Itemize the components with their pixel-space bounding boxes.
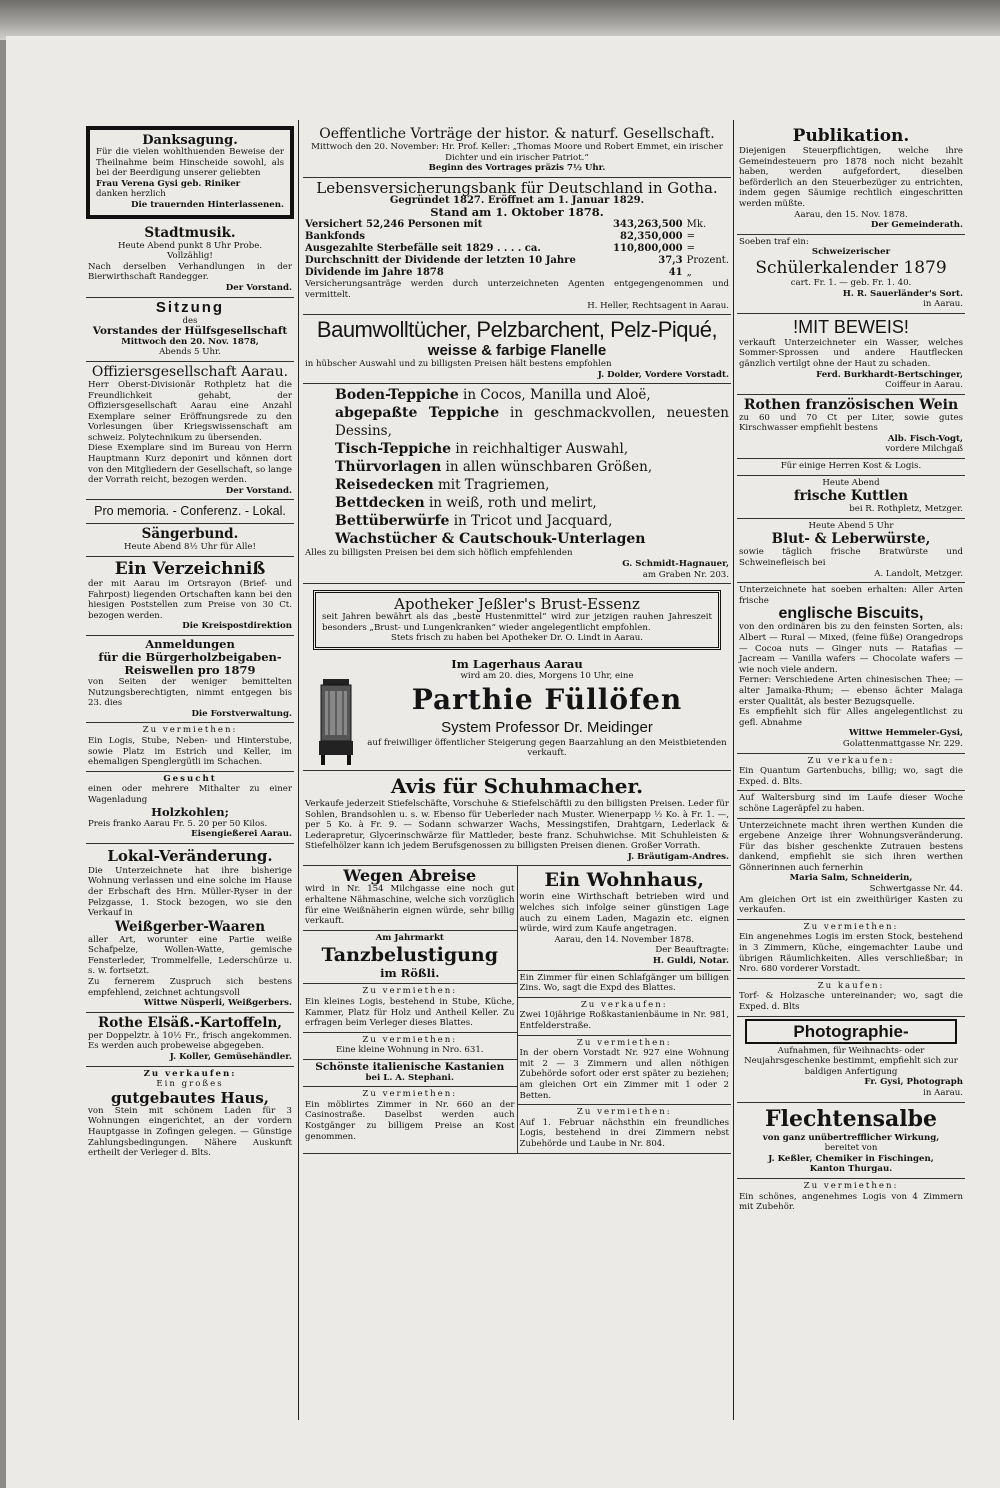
ad-signature: Wittwe Nüsperli, Weißgerbers. [143,998,292,1009]
ad-body: von Stein mit schönem Laden für 3 Wohnungen eingerichtet, an der vordern Hauptgasse in Zofingen gelegen. — Günstige Zahlungsbedingungen. Nähere Auskunft ertheilt der Verleger d. Blts. [88,1105,292,1159]
ad-line: Unterzeichnete hat soeben erhalten: Aller Arten frische [739,585,963,606]
two-column-block [303,866,731,1153]
product-detail: in geschmackvollen, neuesten Dessins, [335,405,730,440]
bank-row-value: 41 [668,267,683,279]
product-detail: in allen wünschbaren Größen, [441,459,653,476]
bank-row [305,231,729,243]
ad-body: In der obern Vorstadt Nr. 927 eine Wohnung mit 2 — 3 Zimmern und allen nöthigen Zubehörde sofort oder erst später zu beziehen; am gleichen Ort ein Zimmer mit 1 oder 2 Betten. [519,1048,729,1101]
ad-subtitle: für die Bürgerholzbeigaben-Reiswellen pro 1879 [98,650,282,677]
ad-place: in Aarau. [923,299,963,310]
ad-body: Ein Logis, Stube, Neben- und Hinterstube, sowie Platz im Estrich und Keller, im ehemaligen Spenglergütli im Schachen. [88,735,292,768]
ad-address: am Graben Nr. 203. [642,569,729,580]
ad-line: Heute Abend 8½ Uhr für Alle! [124,542,256,553]
bank-row [305,219,729,231]
ad-title: Offiziersgesellschaft Aarau. [91,363,289,380]
ad-title: Sängerbund. [141,526,239,543]
subcolumn-right [518,866,732,1152]
product-item [305,386,729,404]
ad-danksagung [86,126,294,219]
ad-body: per Doppelztr. à 10½ Fr., frisch angekommen. Es werden auch probeweise abgegeben. [88,1030,292,1052]
bank-row-unit: Prozent. [686,255,729,267]
ad-text: danken herzlich [96,189,166,200]
ad-title: Stadtmusik. [144,224,236,241]
ad-title: Zu vermiethen: [803,1180,899,1191]
ad-signature: Fr. Gysi, Photograph [864,1077,963,1088]
ad-title: Zu verkaufen: [143,1068,237,1079]
ad-body: Preis franko Aarau Fr. 5. 20 per 50 Kilos. [88,818,268,829]
ad-rosskastanien [518,998,732,1036]
bank-row-label: Versichert 52,246 Personen mit [305,219,483,231]
bank-row-unit: „ [686,267,692,279]
ad-line: Nach derselben Verhandlungen in der Bierwirthschaft Randegger. [88,261,292,283]
ad-title: Zu verkaufen: [580,999,668,1010]
ad-title: Danksagung. [142,133,238,148]
ad-subtitle: im Rößli. [380,966,440,981]
ad-sitzung [86,298,294,362]
ad-brust-essenz [313,590,721,650]
ad-body: Aufnahmen, für Weihnachts- oder Neujahrsgeschenke bestimmt, empfiehlt sich zur baldigen Anfertigung [744,1045,958,1077]
ad-body: Diese Exemplare sind im Bureau von Herrn Hauptmann Kurz deponirt und können dort von den Mitgliedern der Gesellschaft, so lange der Vorrath reicht, bezogen werden. [88,443,292,486]
ad-signature: H. Guldi, Notar. [652,956,729,967]
ad-body: Ferner: Verschiedene Arten chinesischen Thee; — alter Jamaika-Rhum; — ebenso ächter Malaga erster Qualität, als bester Bezugsquelle. [739,675,963,707]
ad-title: Publikation. [792,126,910,146]
column-middle [303,124,731,1154]
bank-row [305,243,729,255]
ad-body: Herr Oberst-Divisionär Rothpletz hat die Freundlichkeit gehabt, der Offiziersgesellschaft Aarau eine Anzahl Exemplare seiner Eröffnungsrede zu den Vorlesungen über Kriegswissenschaft am schweiz. Polytechnikum zu übersenden. [88,379,292,443]
ad-name: Frau Verena Gysi geb. Riniker [96,178,241,189]
ad-title: Zu vermiethen: [576,1107,672,1118]
product-detail: in Tricot und Jacquard, [449,513,613,530]
ad-saengerbund [86,524,294,557]
product-list [305,386,729,548]
ad-signature: bei L. A. Stephani. [365,1072,454,1083]
ad-wein [737,395,965,459]
ad-stadtmusik [86,223,294,298]
ad-signature: Der Vorstand. [225,282,292,293]
ad-title: Schönste italienische Kastanien [315,1061,505,1073]
product-item [305,476,729,494]
bank-row [305,267,729,279]
ad-haus [86,1067,294,1162]
product-detail: mit Tragriemen, [433,477,550,494]
ad-publikation [737,124,965,235]
ad-signature: Alb. Fisch-Vogt, [887,433,963,444]
ad-tanz [303,931,517,985]
ad-vermiethen [303,1033,517,1060]
ad-line: Mittwoch den 20. November: Hr. Prof. Keller: „Thomas Moore und Robert Emmet, ein irischer Dichter und ein irischer Patriot.“ [311,142,723,163]
product-item [305,404,729,440]
ad-body: Verkaufe jederzeit Stiefelschäfte, Vorschuhe & Stiefelschäftli zu den billigsten Preisen. Leder für Sohlen, Brandsohlen u. s. w. Ebenso für Ueberleder nach Muster. Wienerpapp ½ Ko. à Fr. 1. —, per 5 Ko. à Fr. 9. — Sodann schwarzer Wachs, Messingstifen, Drahtgarn, Lederlack & Lederapretur, Glycerinschwärze für Mattleder, beste franz. Schuhwichse. Mit Schuhleisten & Stiefelhölzer kann ich jedem Berufsgenossen zu billigsten Preisen dienen. Großer Vorrath. [305,798,729,852]
bank-row-value: 343,263,500 [613,219,683,231]
ad-mit-beweis [737,314,965,395]
ad-title: Blut- & Leberwürste, [771,531,931,548]
ad-promemoria: Pro memoria. - Conferenz. - Lokal. [86,500,294,524]
ad-vermiethen [737,920,965,979]
ad-body: Unterzeichnete macht ihren werthen Kunden die ergebene Anzeige ihrer Wohnungsveränderung. Für das bisher geschenkte Zutrauen bestens dankend, empfiehlt sie sich ihren werthen Gönnerinnen auch fernerhin [739,820,963,873]
ad-body: Ein angenehmes Logis im ersten Stock, bestehend in 3 Zimmern, Küche, eingemachter Laube und übrigen Räumlichkeiten. Alles verschließbar; in Nro. 680 vorderer Vorstadt. [739,932,963,975]
ad-title: Zu vermiethen: [362,1089,458,1100]
ad-signature: Wittwe Hemmeler-Gysi, [848,728,963,739]
product-name: Bettüberwürfe [335,513,450,530]
ad-wohnhaus [518,866,732,970]
stove-illustration [315,675,357,767]
ad-vermiethen [86,723,294,771]
ad-item: Weißgerber-Waaren [114,918,266,935]
ad-vermiethen [737,1179,965,1216]
ad-signature: Der Vorstand. [225,485,292,496]
bank-row-value: 37,3 [658,255,683,267]
product-detail: in weiß, roth und melirt, [424,495,597,512]
product-item [305,458,729,476]
ad-line: Soeben traf ein: [739,236,809,247]
ad-title: Avis für Schuhmacher. [390,773,644,798]
ad-body: Zu fernerem Zuspruch sich bestens empfehlend, zeichnet achtungsvoll [88,977,292,998]
product-detail: in reichhaltiger Auswahl, [451,441,629,458]
bank-row-label: Ausgezahlte Sterbefälle seit 1829 . . . . ca. [305,243,541,255]
ad-role: Der Beauftragte: [655,945,729,956]
ad-body: in hübscher Auswahl und zu billigsten Preisen hält bestens empfohlen [305,359,612,370]
bank-row-label: Dividende im Jahre 1878 [305,267,444,279]
ad-body: Ein Quantum Gartenbuchs, billig; wo, sagt die Exped. d. Blts. [739,766,963,787]
product-name: Wachstücher & Cautschouk-Unterlagen [335,531,646,548]
ad-kost-logis: Für einige Herren Kost & Logis. [737,459,965,476]
ad-title: Zu vermiethen: [362,1034,458,1045]
ad-lageraepfel: Auf Waltersburg sind im Laufe dieser Woche schöne Lageräpfel zu haben. [737,791,965,818]
ad-signature: A. Landolt, Metzger. [874,568,963,579]
ad-body: Für die vielen wohlthuenden Beweise der Theilnahme beim Hinscheide sowohl, als bei der Beerdigung unserer geliebten [96,147,284,179]
ad-signature: J. Bräutigam-Andres. [627,851,729,862]
subcolumn-left [303,866,518,1152]
ad-signature: Ferd. Burkhardt-Bertschinger, [816,369,963,380]
ad-line: wird am 20. dies, Morgens 10 Uhr, eine [460,670,634,681]
ad-body: Es empfiehlt sich für Alles angelegentlichst zu gefl. Abnahme [739,707,963,728]
column-left [86,124,294,1162]
ad-title: Anmeldungen [145,637,235,651]
ad-title: Zu vermiethen: [142,725,238,736]
ad-title: frische Kuttlen [793,488,909,505]
ad-title: Tanzbelustigung [321,944,499,967]
ad-title: Zu verkaufen: [807,755,895,766]
ad-body: worin eine Wirthschaft betrieben wird und welches sich infolge seiner günstigen Lage auch zu einem Laden, Magazin etc. eignen würde, wird zum Kaufe angetragen. [519,892,729,935]
ad-title: Gesucht [163,773,217,784]
ad-schuhmacher [303,771,731,867]
ad-signature: J. Dolder, Vordere Vorstadt. [597,369,729,380]
ad-signature: Die Kreispostdirektion [182,621,292,632]
ad-title: Baumwolltücher, Pelzbarchent, Pelz-Piqué, [316,317,718,343]
ad-teppiche [303,384,731,584]
ad-body: zu 60 und 70 Ct per Liter, sowie gutes Kirschwasser empfiehlt bestens [739,412,963,434]
ad-line: Beginn des Vortrages präzis 7½ Uhr. [428,163,606,174]
ad-signature: H. R. Sauerländer's Sort. [842,288,963,299]
product-name: Tisch-Teppiche [335,441,452,458]
ad-vermiethen [518,1036,732,1106]
ad-item: Holzkohlen; [151,804,229,819]
bank-table [305,219,729,279]
ad-kartoffeln [86,1013,294,1067]
ad-body: auf freiwilliger öffentlicher Steigerung gegen Baarzahlung an den Meistbietenden verkauft. [367,737,727,759]
ad-signature: J. Koller, Gemüsehändler. [169,1052,292,1063]
ad-verzeichniss [86,557,294,636]
ad-schuelerkalender [737,235,965,314]
ad-address: Golattenmattgasse Nr. 229. [842,738,963,749]
ad-item: Parthie Füllöfen [411,682,683,716]
column-right [737,124,965,1216]
bank-row-unit: = [686,231,696,243]
ad-line: Vollzählig! [167,251,213,262]
ad-anmeldungen [86,636,294,723]
ad-title: Zu vermiethen: [803,921,899,932]
ad-torf [737,979,965,1017]
ad-title: englische Biscuits, [778,605,924,623]
ad-date: Aarau, den 15. Nov. 1878. [794,209,908,220]
bank-row-value: 110,800,000 [613,243,683,255]
ad-body: seit Jahren bewährt als das „beste Hustenmittel“ wird zur jetzigen rauhen Jahreszeit besonders „Brust- und Lungenkranken“ wieder angelegentlicht empfohlen. [322,612,712,633]
ad-subtitle: System Professor Dr. Meidinger [441,718,653,736]
ad-signature: Die trauernden Hinterlassenen. [131,199,284,210]
ad-title: Rothen französischen Wein [743,396,959,413]
bank-row-unit: Mk. [686,219,707,231]
ad-fuelloefen [303,656,731,771]
ad-photographie [737,1017,965,1103]
ad-signature: Eisengießerei Aarau. [191,829,292,840]
ad-signature: Die Forstverwaltung. [191,708,292,719]
ad-kastanien [303,1060,517,1087]
ad-date: Aarau, den 14. November 1878. [554,934,695,945]
ad-dolder [303,315,731,384]
ad-price: cart. Fr. 1. — geb. Fr. 1. 40. [790,277,912,288]
ad-place: in Aarau. [923,1087,963,1098]
ad-body: von Seiten der weniger bemittelten Nutzungsberechtigten, nimmt entgegen bis 23. dies [88,677,292,709]
ad-wuerste [737,519,965,583]
product-detail: in Cocos, Manilla und Aloë, [458,387,651,404]
ad-gesucht [86,772,294,844]
ad-title: !MIT BEWEIS! [793,316,909,337]
ad-line: Heute Abend [822,477,880,488]
ad-vermiethen [518,1105,732,1152]
ad-body: Ein möblirtes Zimmer in Nr. 660 an der Casinostraße. Daselbst werden auch Kostgänger zu billigem Preise an Kost genommen. [305,1099,515,1142]
ad-title: Rothe Elsäß.-Kartoffeln, [97,1014,283,1031]
ad-flechtensalbe [737,1103,965,1179]
ad-subtitle: weisse & farbige Flanelle [427,342,607,360]
ad-line: Mittwoch den 20. Nov. 1878, [121,336,259,347]
product-name: Thürvorlagen [335,459,442,476]
ad-title: Oeffentliche Vorträge der histor. & naturf. Gesellschaft. [319,126,715,142]
ad-title: Zu vermiethen: [576,1037,672,1048]
ad-signature: H. Heller, Rechtsagent in Aarau. [587,300,729,311]
product-item [305,440,729,458]
ad-item: gutgebautes Haus, [110,1088,270,1107]
product-name: Boden-Teppiche [335,387,459,404]
ad-signature: G. Schmidt-Hagnauer, [622,558,729,569]
ad-lokal-veraenderung [86,844,294,1013]
ad-place: Kanton Thurgau. [809,1164,893,1175]
ad-body: Ein kleines Logis, bestehend in Stube, Küche, Kammer, Platz für Holz und Antheil Keller. Zu erfragen beim Verleger dieses Blattes. [305,997,515,1029]
ad-abreise [303,866,517,930]
ad-title: Ein Verzeichniß [114,559,266,580]
ad-title: Ein Wohnhaus, [544,869,704,892]
ad-body: Am gleichen Ort ist ein zweithüriger Kasten zu verkaufen. [739,894,963,916]
ad-title: Zu kaufen: [817,980,885,991]
ad-body: von den ordinären bis zu den feinsten Sorten, als: Albert — Rural — Mixed, (feine füße) Orangedrops — Cocoa nuts — Ginger nuts — Ratafias — Jacream — Vanilla wafers — Chocolate wafers — wie noch viele andern. [739,622,963,675]
ad-body: Zwei 10jährige Roßkastanienbäume in Nr. 981, Entfelderstraße. [519,1010,729,1031]
ad-lebensversicherung [303,178,731,315]
ad-line: des [182,315,198,326]
ad-role: Coiffeur in Aarau. [885,380,963,391]
ad-salm [737,819,965,920]
ad-title: Lokal-Veränderung. [107,846,273,865]
ad-body: Versicherungsanträge werden durch unterzeichneten Agenten entgegengenommen und vermittelt. [305,279,729,300]
ad-address: vordere Milchgaß [885,444,963,455]
ad-subtitle: Ein großes [156,1079,224,1090]
ad-line: Gegründet 1827. Eröffnet am 1. Januar 1829. [389,194,645,206]
ad-gartenbuchs [737,754,965,792]
ad-biscuits [737,583,965,753]
ad-body: der mit Aarau im Ortsrayon (Brief- und Fahrpost) liegenden Ortschaften kann bei den hiesigen Poststellen zum Preise von 30 Ct. bezogen werden. [88,579,292,621]
ad-title: Im Lagerhaus Aarau [451,656,583,671]
ad-body: sowie täglich frische Bratwürste und Schweinefleisch bei [739,547,963,569]
product-item [305,494,729,512]
ad-line: Abends 5 Uhr. [159,347,221,358]
column-rule [733,120,734,1420]
ad-body: Eine kleine Wohnung in Nro. 631. [335,1045,484,1056]
ad-offiziersgesellschaft [86,362,294,501]
ad-subtitle: Stand am 1. Oktober 1878. [430,205,604,220]
ad-body: Ein Zimmer für einen Schlafgänger um billigen Zins. Wo, sagt die Expd des Blattes. [519,972,729,994]
ad-body: Torf- & Holzasche untereinander; wo, sagt die Exped. d. Blts [739,991,963,1012]
ad-title: Sitzung [155,298,225,316]
ad-title: Lebensversicherungsbank für Deutschland in Gotha. [316,178,718,197]
ad-schlafgaenger [518,971,732,998]
ad-line: Heute Abend 5 Uhr [808,520,894,531]
ad-body: einen oder mehrere Mithalter zu einer Wagenladung [88,784,292,805]
ad-body: Ein schönes, angenehmes Logis von 4 Zimmern mit Zubehör. [739,1191,963,1213]
bank-row [305,255,729,267]
ad-body: wird in Nr. 154 Milchgasse eine noch gut erhaltene Nähmaschine, welche sich vorzüglich für eine Weißnäherin eignen würde, sehr billig verkauft. [305,884,515,927]
product-name: Reisedecken [335,477,434,494]
ad-signature: bei R. Rothpletz, Metzger. [849,504,963,515]
bank-row-label: Durchschnitt der Dividende der letzten 10 Jahre [305,255,576,267]
product-item [305,530,729,548]
ad-line: Am Jahrmarkt [375,932,444,943]
bank-row-label: Bankfonds [305,231,365,243]
ad-kuttlen [737,476,965,519]
ad-line: Heute Abend punkt 8 Uhr Probe. [117,240,263,251]
ad-subtitle: Schweizerischer [811,247,891,258]
product-name: Bettdecken [335,495,425,512]
ad-vortraege [303,124,731,178]
ad-body: Die Unterzeichnete hat ihre bisherige Wohnung verlassen und eine solche im Hause der Erbschaft des Hrn. Müller-Ryser in der Pelzgasse, 1. Stock bezogen, wo sie den Verkauf in [88,865,292,919]
ad-body: aller Art, worunter eine Partie weiße Schafpelze, Wollen-Watte, gemische Fensterleder, Trommelfelle, Lederschürze u. s. w. fortsetzt. [88,934,292,977]
ad-signature: Der Gemeinderath. [870,220,963,231]
column-rule [298,120,299,1420]
ad-title: Flechtensalbe [765,1105,937,1132]
ad-body: Alles zu billigsten Preisen bei dem sich höflich empfehlenden [305,548,573,559]
ad-signature: J. Keßler, Chemiker in Fischingen, [768,1153,934,1164]
ad-line: Vorstandes der Hülfsgesellschaft [92,325,288,338]
page-fold [0,0,1000,40]
product-name: abgepaßte Teppiche [335,405,500,422]
ad-title: Schülerkalender 1879 [755,257,947,278]
ad-title: Zu vermiethen: [362,986,458,997]
ad-body: Auf 1. Februar nächsthin ein freundliches Logis, bestehend in drei Zimmern nebst Zubehörde und Laube in Nr. 804. [519,1117,729,1149]
ad-body: bereitet von [824,1143,878,1154]
ad-address: Schwertgasse Nr. 44. [869,884,963,895]
ad-vermiethen [303,1087,517,1145]
ad-vermiethen [303,984,517,1032]
ad-signature: Stets frisch zu haben bei Apotheker Dr. O. Lindt in Aarau. [390,633,644,644]
ad-subtitle: von ganz unübertrefflicher Wirkung, [762,1132,940,1143]
ad-title: Apotheker Jeßler's Brust-Essenz [394,595,640,614]
bank-row-unit: = [686,243,696,255]
ad-body: verkauft Unterzeichneter ein Wasser, welches Sommer-Sprossen und andere Hautflecken gänzlich vertilgt ohne der Haut zu schaden. [739,337,963,369]
ad-body: Diejenigen Steuerpflichtigen, welche ihre Gemeindesteuern pro 1878 noch nicht bezahlt haben, werden aufgefordert, dieselben beförderlich an den Steuerbezüger zu entrichten, indem gegen Säumige rechtlich eingeschritten werden müßte. [739,146,963,209]
ad-title: Wegen Abreise [343,866,477,886]
ad-title: Photographie- [793,1021,909,1041]
ad-signature: Maria Salm, Schneiderin, [789,873,913,884]
bank-row-value: 82,350,000 [620,231,683,243]
product-item [305,512,729,530]
